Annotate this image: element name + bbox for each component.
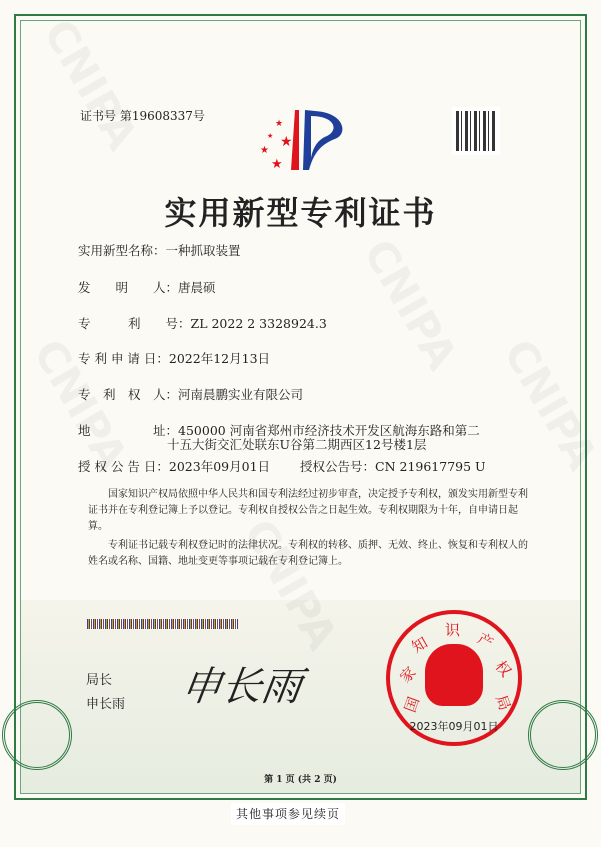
field-label: 地 址： [78,423,179,438]
field-value: 2023年09月01日 [168,459,271,474]
national-emblem [425,644,483,706]
field-grant-date [78,457,270,475]
field-inventor [78,278,216,296]
page-indicator: 第 1 页 (共 2 页) [264,775,337,785]
field-filing-date [78,349,270,367]
director-signature: 申长雨 [178,664,305,710]
official-seal: 国 家 知 识 产 权 局 2023年09月01日 [386,610,522,746]
field-value: 一种抓取装置 [165,243,241,258]
barcode [87,619,238,629]
field-label: 专 利 权 人： [78,387,179,402]
ornament-bottom-left [2,700,72,770]
footer-note: 其他事项参见续页 [231,803,345,825]
field-label: 专 利 申 请 日： [78,351,169,366]
field-value: ZL 2022 2 3328924.3 [190,316,327,331]
svg-text:★: ★ [271,157,283,172]
field-value: 2022年12月13日 [168,351,271,366]
svg-text:★: ★ [267,132,274,140]
certificate-number: 证书号 第19608337号 [80,109,205,123]
field-patent-number [78,314,327,332]
field-value: 唐晨硕 [178,280,216,295]
field-label: 专 利 号： [78,316,191,331]
ornament-bottom-right [528,700,598,770]
cnipa-logo [255,108,350,178]
seal-date: 2023年09月01日 [409,720,499,733]
field-grant-number [300,457,486,475]
field-label: 授 权 公 告 日： [78,459,169,474]
statement-paragraph: 国家知识产权局依照中华人民共和国专利法经过初步审查，决定授予专利权，颁发实用新型专利证书并在专利登记簿上予以登记。专利权自授权公告之日起生效。专利权期限为十年，自申请日起算。 [88,489,528,532]
field-value: CN 219617795 U [375,459,486,474]
statement-paragraph: 专利证书记载专利权登记时的法律状况。专利权的转移、质押、无效、终止、恢复和专利权人的姓名或名称、国籍、地址变更等事项记载在专利登记簿上。 [88,540,528,567]
field-name [78,241,241,259]
svg-text:★: ★ [260,145,269,156]
field-address-line2: 十五大街交汇处联东U谷第二期西区12号楼1层 [167,437,427,452]
field-label: 授权公告号： [300,459,376,474]
field-patentee [78,385,303,403]
qr-code [452,107,500,155]
field-label: 发 明 人： [78,280,179,295]
field-value: 450000 河南省郑州市经济技术开发区航海东路和第二 [178,423,480,438]
field-label: 实用新型名称： [78,243,166,258]
director-name: 申长雨 [86,697,126,712]
field-value: 河南晨鹏实业有限公司 [178,387,304,402]
director-title: 局长 [86,673,113,688]
svg-text:★: ★ [275,119,284,129]
svg-text:★: ★ [280,134,293,150]
page-title: 实用新型专利证书 [164,194,437,232]
